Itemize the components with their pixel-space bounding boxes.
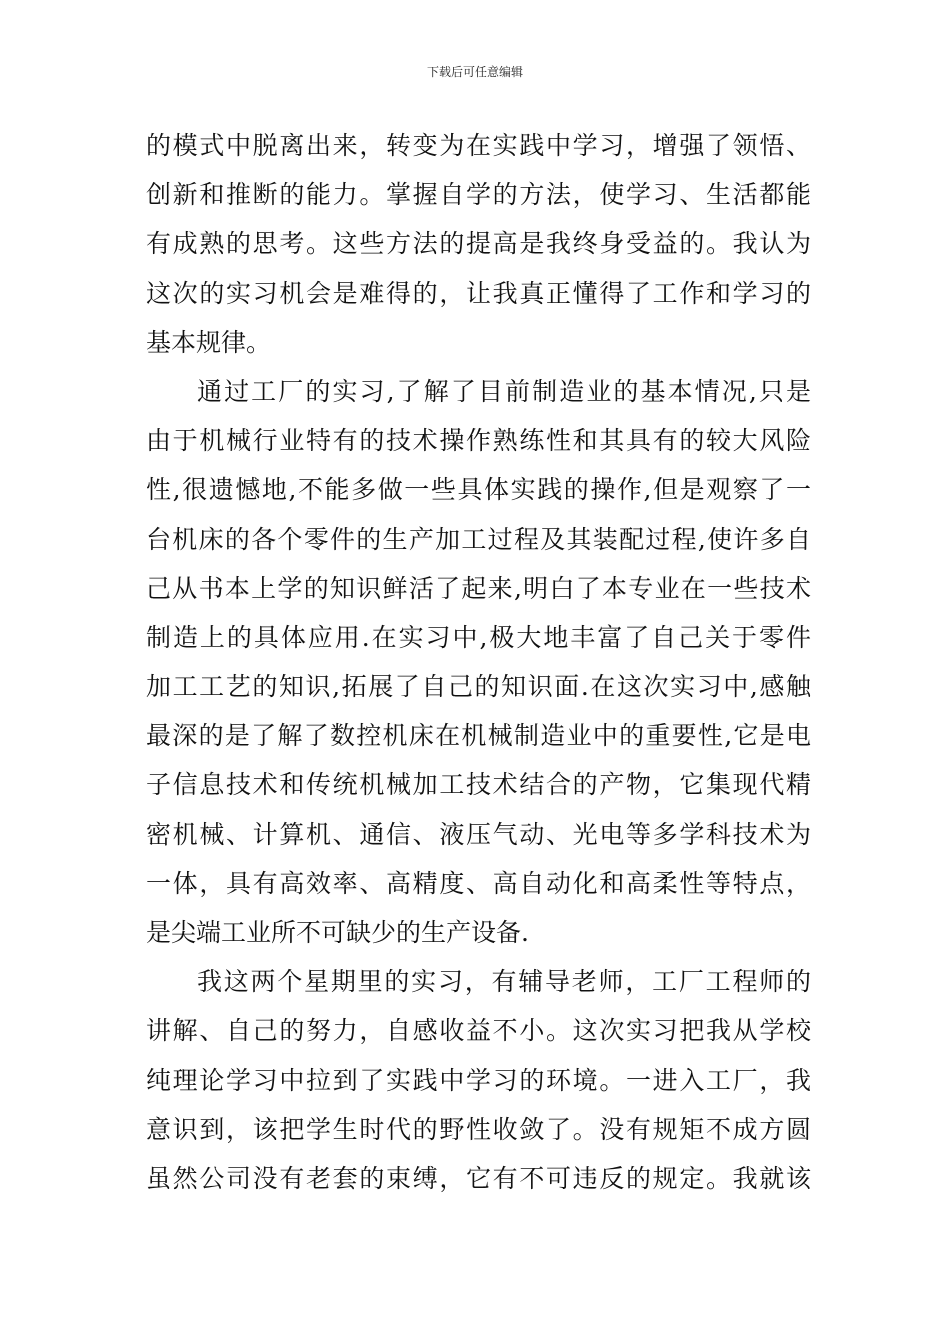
text-line: 这次的实习机会是难得的，让我真正懂得了工作和学习的: [146, 278, 811, 308]
paragraph-first-line: 通过工厂的实习,了解了目前制造业的基本情况,只是: [197, 376, 811, 406]
text-line: 制造上的具体应用.在实习中,极大地丰富了自己关于零件: [146, 622, 811, 652]
text-line: 台机床的各个零件的生产加工过程及其装配过程,使许多自: [146, 524, 811, 554]
text-line: 基本规律。: [146, 327, 272, 357]
text-line: 最深的是了解了数控机床在机械制造业中的重要性,它是电: [146, 721, 811, 751]
text-line: 性,很遗憾地,不能多做一些具体实践的操作,但是观察了一: [146, 475, 811, 505]
text-line: 意识到，该把学生时代的野性收敛了。没有规矩不成方圆: [146, 1114, 811, 1144]
body-text: [146, 121, 811, 1203]
text-line: 的模式中脱离出来，转变为在实践中学习，增强了领悟、: [146, 131, 811, 160]
text-line: 己从书本上学的知识鲜活了起来,明白了本专业在一些技术: [146, 573, 811, 603]
text-line: 子信息技术和传统机械加工技术结合的产物，它集现代精: [146, 770, 811, 800]
text-line: 一体，具有高效率、高精度、高自动化和高柔性等特点，: [146, 868, 811, 898]
text-line: 加工工艺的知识,拓展了自己的知识面.在这次实习中,感触: [146, 672, 811, 702]
text-line: 创新和推断的能力。掌握自学的方法，使学习、生活都能: [146, 180, 811, 210]
text-line: 由于机械行业特有的技术操作熟练性和其具有的较大风险: [146, 426, 811, 456]
paragraph-first-line: 我这两个星期里的实习，有辅导老师，工厂工程师的: [197, 967, 811, 997]
text-line: 密机械、计算机、通信、液压气动、光电等多学科技术为: [146, 819, 811, 849]
text-line: 是尖端工业所不可缺少的生产设备.: [146, 918, 529, 947]
text-line: 有成熟的思考。这些方法的提高是我终身受益的。我认为: [146, 229, 811, 259]
text-line: 虽然公司没有老套的束缚，它有不可违反的规定。我就该: [146, 1163, 811, 1193]
text-line: 讲解、自己的努力，自感收益不小。这次实习把我从学校: [146, 1016, 811, 1046]
text-line: 纯理论学习中拉到了实践中学习的环境。一进入工厂，我: [146, 1065, 811, 1095]
page-header: 下载后可任意编辑: [426, 65, 523, 79]
